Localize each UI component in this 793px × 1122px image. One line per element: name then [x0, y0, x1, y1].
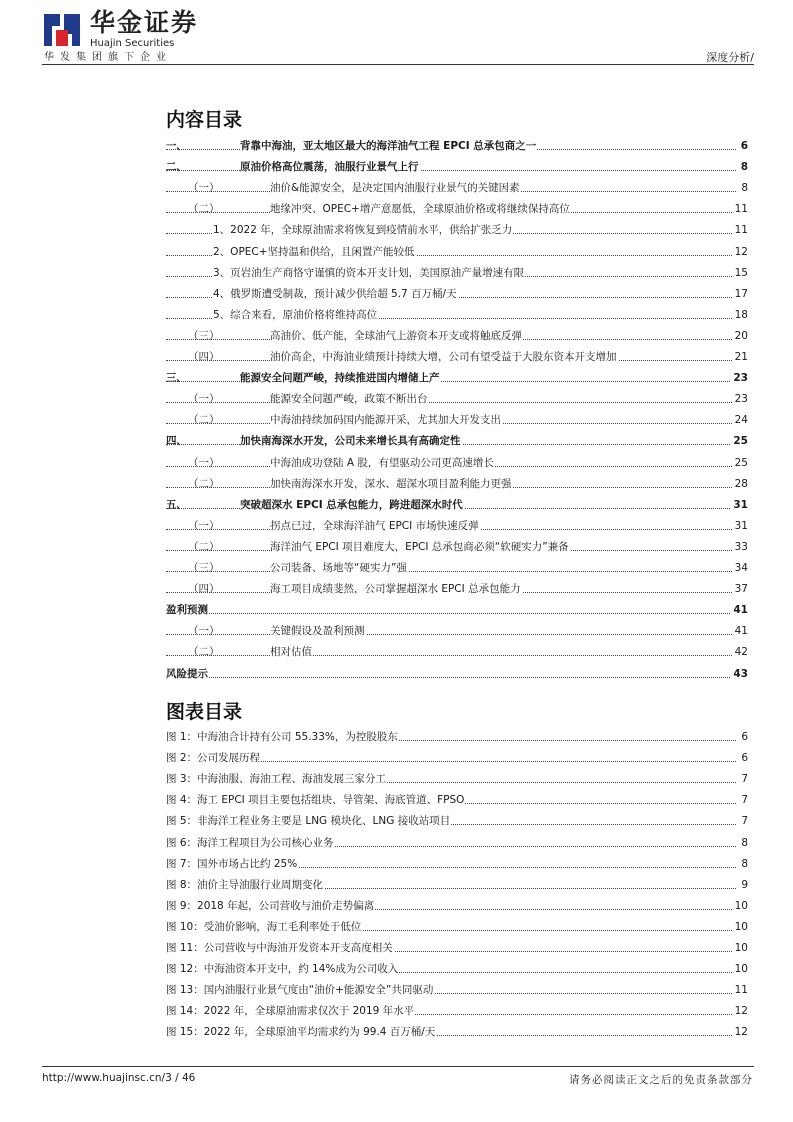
toc-row[interactable] — [166, 749, 748, 767]
entry-page: 10 — [733, 960, 748, 978]
toc-row[interactable] — [166, 390, 748, 408]
entry-page: 8 — [739, 855, 748, 873]
dot-leader — [166, 677, 736, 678]
dot-leader — [166, 634, 736, 635]
entry-title[interactable]: 拐点已过，全球海洋油气 EPCI 市场快速反弹 — [270, 517, 480, 535]
entry-page: 12 — [733, 1002, 748, 1020]
entry-page: 25 — [731, 432, 748, 450]
footer-disclaimer: 请务必阅读正文之后的免责条款部分 — [569, 1074, 753, 1086]
toc-row[interactable] — [166, 665, 748, 683]
entry-title[interactable]: 公司装备、场地等“硬实力”强 — [270, 559, 408, 577]
toc-row[interactable] — [166, 559, 748, 577]
toc-row[interactable] — [166, 369, 748, 387]
toc-row[interactable] — [166, 1023, 748, 1041]
entry-page: 12 — [733, 1023, 748, 1041]
header-divider — [42, 64, 754, 65]
entry-page: 42 — [733, 643, 748, 661]
dot-leader — [166, 655, 736, 656]
entry-page: 43 — [731, 665, 748, 683]
entry-title[interactable]: 地缘冲突、OPEC+增产意愿低，全球原油价格或将继续保持高位 — [270, 200, 571, 218]
entry-page: 6 — [739, 137, 748, 155]
entry-page: 11 — [733, 221, 748, 239]
entry-page: 12 — [733, 243, 748, 261]
entry-number: （三） — [188, 562, 220, 574]
entry-title[interactable]: 4、俄罗斯遭受制裁，预计减少供给超 5.7 百万桶/天 — [213, 285, 458, 303]
entry-page: 8 — [739, 179, 748, 197]
entry-title[interactable]: 图 10：受油价影响，海工毛利率处于低位 — [166, 918, 362, 936]
entry-title[interactable]: 图 4：海工 EPCI 项目主要包括组块、导管架、海底管道、FPSO — [166, 791, 465, 809]
brand-name-cn: 华金证券 — [90, 8, 199, 37]
toc-row[interactable] — [166, 939, 748, 957]
entry-page: 7 — [739, 770, 748, 788]
entry-title[interactable]: 海洋油气 EPCI 项目难度大，EPCI 总承包商必须“软硬实力”兼备 — [270, 538, 570, 556]
entry-title[interactable]: 海工项目成绩斐然，公司掌握超深水 EPCI 总承包能力 — [270, 580, 522, 598]
toc-row[interactable] — [166, 960, 748, 978]
toc-row[interactable] — [166, 200, 748, 218]
figures-title: 图表目录 — [166, 701, 243, 723]
entry-title[interactable]: 油价高企，中海油业绩预计持续大增，公司有望受益于大股东资本开支增加 — [270, 348, 618, 366]
entry-page: 10 — [733, 918, 748, 936]
entry-page: 41 — [731, 601, 748, 619]
entry-title[interactable]: 中海油成功登陆 A 股，有望驱动公司更高速增长 — [270, 454, 495, 472]
entry-number: （二） — [188, 477, 220, 490]
entry-title[interactable]: 突破超深水 EPCI 总承包能力，跨进超深水时代 — [240, 496, 464, 514]
entry-page: 11 — [733, 981, 748, 999]
entry-title[interactable]: 图 9：2018 年起，公司营收与油价走势偏离 — [166, 897, 375, 915]
toc-row[interactable] — [166, 918, 748, 936]
entry-title[interactable]: 中海油持续加码国内能源开采，尤其加大开发支出 — [270, 411, 502, 429]
huajin-logo-icon — [42, 10, 82, 50]
dot-leader — [166, 571, 736, 572]
toc-row[interactable] — [166, 137, 748, 155]
page-header — [42, 8, 754, 68]
toc-title: 内容目录 — [166, 109, 243, 131]
entry-page: 17 — [733, 285, 748, 303]
brand-name-en: Huajin Securities — [90, 38, 175, 49]
toc-row[interactable] — [166, 158, 748, 176]
entry-number: （一） — [188, 456, 220, 469]
entry-title[interactable]: 能源安全问题严峻，政策不断出台 — [270, 390, 429, 408]
entry-title[interactable]: 加快南海深水开发，公司未来增长具有高确定性 — [240, 432, 462, 450]
toc-row[interactable] — [166, 306, 748, 324]
entry-page: 8 — [739, 158, 748, 176]
entry-title[interactable]: 图 8：油价主导油服行业周期变化 — [166, 876, 324, 894]
entry-number: 二、 — [166, 161, 187, 174]
toc-row[interactable] — [166, 728, 748, 746]
entry-title[interactable]: 图 2：公司发展历程 — [166, 749, 261, 767]
entry-page: 9 — [739, 876, 748, 894]
entry-number: （四） — [188, 583, 220, 596]
entry-page: 21 — [733, 348, 748, 366]
entry-page: 25 — [733, 454, 748, 472]
toc-row[interactable] — [166, 580, 748, 598]
entry-title[interactable]: 风险提示 — [166, 665, 209, 683]
toc-row[interactable] — [166, 791, 748, 809]
toc-row[interactable] — [166, 812, 748, 830]
entry-title[interactable]: 2、OPEC+坚持温和供给，且闲置产能较低 — [213, 243, 416, 261]
entry-title[interactable]: 5、综合来看，原油价格将维持高位 — [213, 306, 378, 324]
entry-title[interactable]: 盈利预测 — [166, 601, 209, 619]
entry-number: （一） — [188, 625, 220, 638]
entry-number: 三、 — [166, 372, 187, 385]
dot-leader — [166, 613, 736, 614]
entry-title[interactable]: 能源安全问题严峻，持续推进国内增储上产 — [240, 369, 441, 387]
entry-title[interactable]: 图 14：2022 年，全球原油需求仅次于 2019 年水平 — [166, 1002, 415, 1020]
entry-title[interactable]: 1、2022 年，全球原油需求将恢复到疫情前水平，供给扩张乏力 — [213, 221, 513, 239]
document-type: 深度分析/ — [706, 51, 754, 64]
entry-title[interactable]: 3、页岩油生产商恪守谨慎的资本开支计划，美国原油产量增速有限 — [213, 264, 525, 282]
toc-row[interactable] — [166, 622, 748, 640]
entry-number: （二） — [188, 540, 220, 553]
toc-row[interactable] — [166, 496, 748, 514]
entry-page: 31 — [733, 517, 748, 535]
entry-title[interactable]: 图 5：非海洋工程业务主要是 LNG 模块化、LNG 接收站项目 — [166, 812, 451, 830]
toc-row[interactable] — [166, 179, 748, 197]
entry-number: （三） — [188, 329, 220, 342]
entry-page: 18 — [733, 306, 748, 324]
entry-title[interactable]: 图 15：2022 年，全球原油平均需求约为 99.4 百万桶/天 — [166, 1023, 436, 1041]
toc-row[interactable] — [166, 285, 748, 303]
entry-number: （一） — [188, 393, 220, 406]
entry-title[interactable]: 加快南海深水开发，深水、超深水项目盈利能力更强 — [270, 475, 513, 493]
entry-title[interactable]: 背靠中海油，亚太地区最大的海洋油气工程 EPCI 总承包商之一 — [240, 137, 537, 155]
entry-title[interactable]: 图 3：中海油服、海油工程、海油发展三家分工 — [166, 770, 387, 788]
toc-row[interactable] — [166, 834, 748, 852]
entry-number: 五、 — [166, 498, 187, 511]
toc-row[interactable] — [166, 981, 748, 999]
footer-divider — [42, 1066, 754, 1067]
entry-title[interactable]: 高油价、低产能，全球油气上游资本开支或将触底反弹 — [270, 327, 523, 345]
entry-number: （四） — [188, 351, 220, 363]
entry-title[interactable]: 图 11：公司营收与中海油开发资本开支高度相关 — [166, 939, 394, 957]
entry-title[interactable]: 图 13：国内油服行业景气度由“油价+能源安全”共同驱动 — [166, 981, 434, 999]
entry-page: 23 — [733, 390, 748, 408]
entry-title[interactable]: 图 1：中海油合计持有公司 55.33%，为控股股东 — [166, 728, 399, 746]
entry-title[interactable]: 图 7：国外市场占比约 25% — [166, 855, 298, 873]
entry-page: 10 — [733, 897, 748, 915]
entry-number: （一） — [188, 519, 220, 532]
entry-page: 10 — [733, 939, 748, 957]
entry-number: （二） — [188, 414, 220, 427]
toc-row[interactable] — [166, 897, 748, 915]
toc-row[interactable] — [166, 411, 748, 429]
entry-page: 37 — [733, 580, 748, 598]
group-tagline: 华发集团旗下企业 — [44, 52, 172, 63]
toc-row[interactable] — [166, 348, 748, 366]
entry-page: 23 — [731, 369, 748, 387]
entry-title[interactable]: 油价&能源安全，是决定国内油服行业景气的关键因素 — [270, 179, 521, 197]
entry-number: （二） — [188, 203, 220, 216]
toc-row[interactable] — [166, 643, 748, 661]
entry-title[interactable]: 原油价格高位震荡，油服行业景气上行 — [240, 158, 420, 176]
entry-title[interactable]: 相对估值 — [270, 643, 313, 661]
footer-url[interactable]: http://www.huajinsc.cn/3 / 46 — [42, 1072, 196, 1084]
entry-page: 33 — [733, 538, 748, 556]
entry-page: 15 — [733, 264, 748, 282]
entry-page: 8 — [739, 834, 748, 852]
entry-number: 一、 — [166, 140, 187, 152]
toc-row[interactable] — [166, 538, 748, 556]
toc-row[interactable] — [166, 475, 748, 493]
toc-row[interactable] — [166, 855, 748, 873]
entry-page: 24 — [733, 411, 748, 429]
toc-row[interactable] — [166, 327, 748, 345]
entry-title[interactable]: 图 12：中海油资本开支中，约 14%成为公司收入 — [166, 960, 399, 978]
toc-row[interactable] — [166, 454, 748, 472]
entry-page: 34 — [733, 559, 748, 577]
toc-row[interactable] — [166, 1002, 748, 1020]
toc-row[interactable] — [166, 876, 748, 894]
toc-row[interactable] — [166, 432, 748, 450]
toc-row[interactable] — [166, 221, 748, 239]
entry-page: 20 — [733, 327, 748, 345]
entry-number: （一） — [188, 182, 220, 195]
toc-row[interactable] — [166, 601, 748, 619]
entry-page: 41 — [733, 622, 748, 640]
toc-row[interactable] — [166, 770, 748, 788]
entry-page: 11 — [733, 200, 748, 218]
toc-row[interactable] — [166, 243, 748, 261]
entry-page: 28 — [733, 475, 748, 493]
entry-title[interactable]: 关键假设及盈利预测 — [270, 622, 366, 640]
entry-number: 四、 — [166, 435, 187, 448]
entry-page: 7 — [739, 812, 748, 830]
entry-page: 31 — [731, 496, 748, 514]
entry-number: （二） — [188, 646, 220, 659]
entry-page: 6 — [739, 749, 748, 767]
toc-row[interactable] — [166, 264, 748, 282]
entry-page: 7 — [739, 791, 748, 809]
toc-row[interactable] — [166, 517, 748, 535]
dot-leader — [166, 402, 736, 403]
entry-page: 6 — [739, 728, 748, 746]
entry-title[interactable]: 图 6：海洋工程项目为公司核心业务 — [166, 834, 335, 852]
